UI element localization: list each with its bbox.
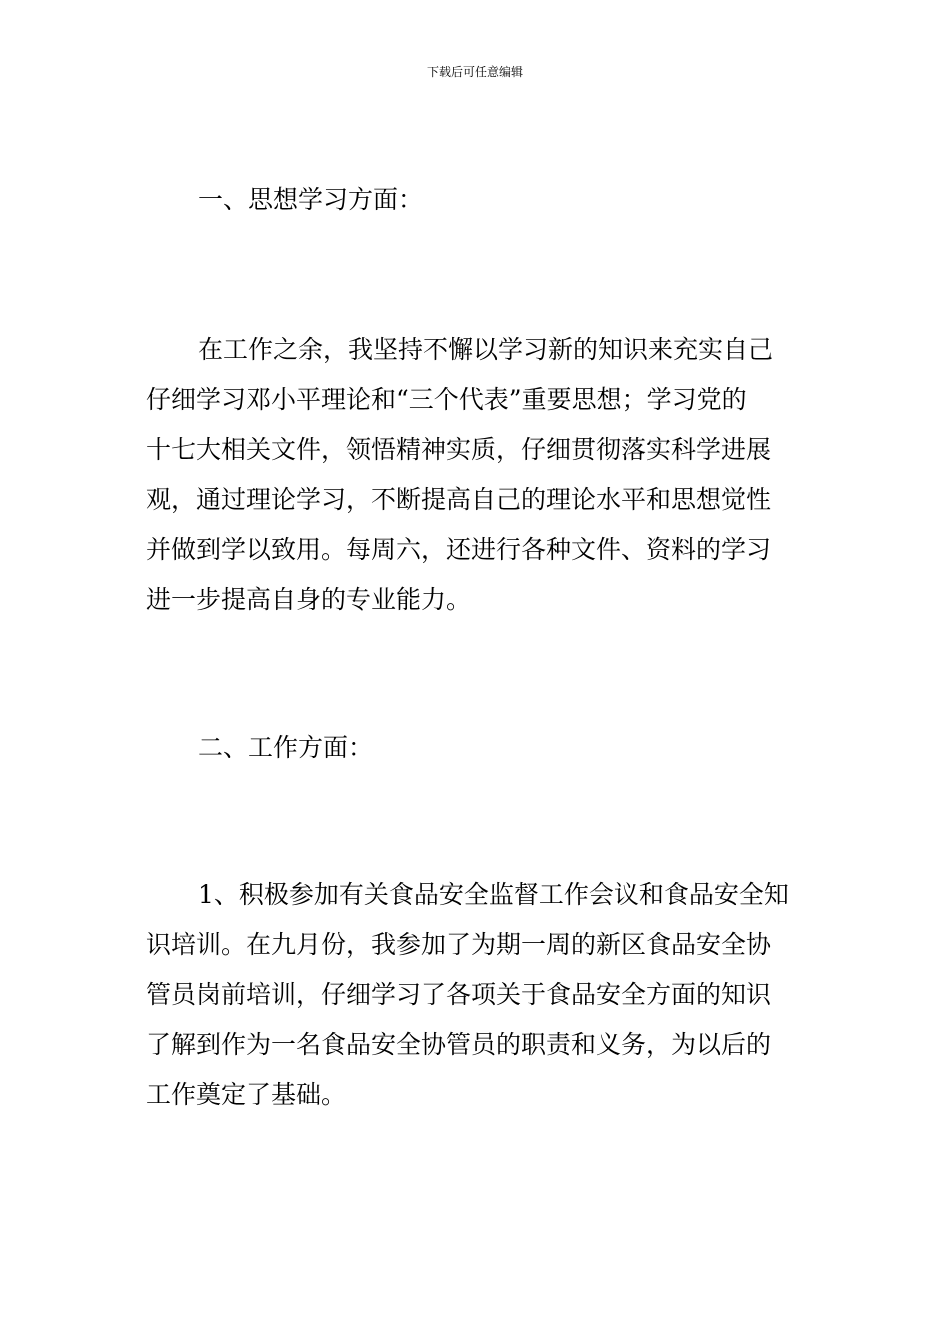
paragraph-line: 并做到学以致用。每周六，还进行各种文件、资料的学习 [146,535,772,564]
paragraph-line: 了解到作为一名食品安全协管员的职责和义务，为以后的 [146,1030,772,1059]
paragraph-line: 观，通过理论学习，不断提高自己的理论水平和思想觉性 [146,485,772,514]
section-heading-study: 一、思想学习方面： [198,185,424,214]
paragraph-work-item-1 [146,870,810,1120]
paragraph-line: 管员岗前培训，仔细学习了各项关于食品安全方面的知识 [146,980,772,1009]
paragraph-line: 识培训。在九月份，我参加了为期一周的新区食品安全协 [146,930,772,959]
paragraph-line: 仔细学习邓小平理论和“三个代表”重要思想；学习党的 [146,385,747,414]
paragraph-line: 1、积极参加有关食品安全监督工作会议和食品安全知 [198,880,789,909]
paragraph-line: 十七大相关文件，领悟精神实质，仔细贯彻落实科学进展 [146,435,772,464]
page-header-note: 下载后可任意编辑 [426,65,523,79]
paragraph-study [146,325,810,625]
paragraph-line: 进一步提高自身的专业能力。 [146,585,472,614]
paragraph-line: 工作奠定了基础。 [146,1080,347,1109]
section-heading-work: 二、工作方面： [198,733,374,762]
paragraph-line: 在工作之余，我坚持不懈以学习新的知识来充实自己 [198,335,774,364]
